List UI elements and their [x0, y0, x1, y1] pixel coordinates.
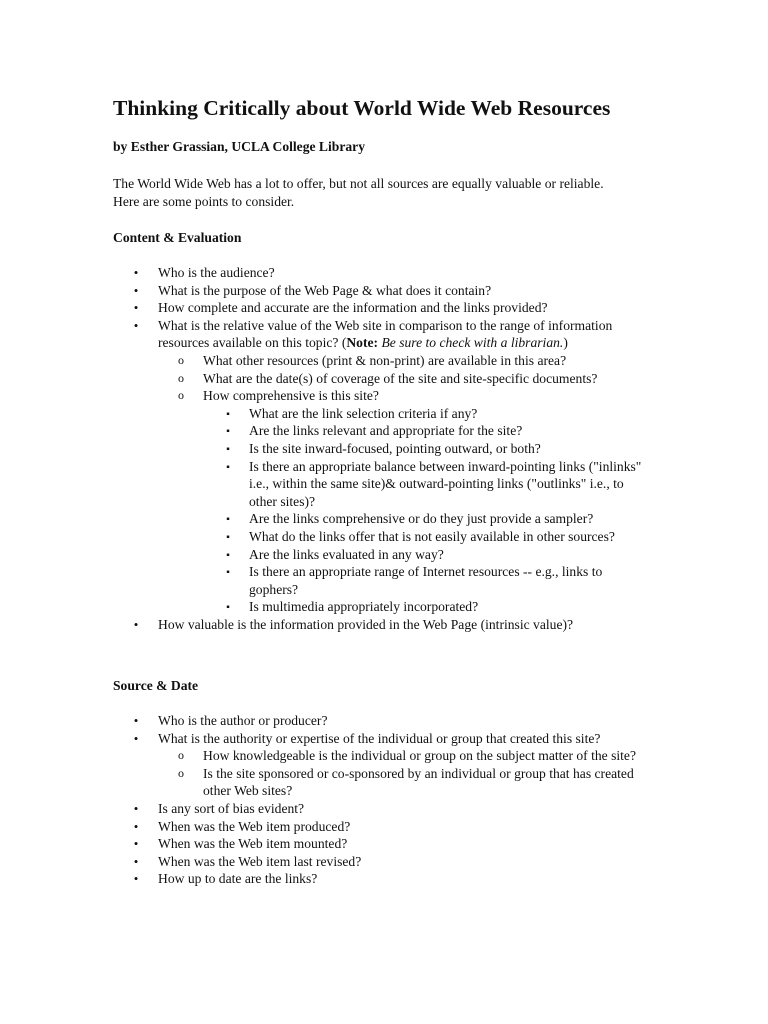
list-item: [0, 616, 768, 634]
list-item: [0, 730, 768, 748]
bullet-marker: •: [133, 836, 139, 852]
list-item: [0, 405, 654, 423]
list-item: [0, 853, 768, 871]
document-title: Thinking Critically about World Wide Web Resources: [113, 96, 611, 120]
bullet-marker: •: [133, 713, 139, 728]
list-item: [0, 510, 654, 528]
list-item: [0, 264, 768, 282]
list-item: [0, 835, 768, 853]
list-item: [0, 563, 654, 598]
bullet-marker: •: [133, 300, 139, 316]
list-item-text: Who is the audience?: [158, 265, 275, 280]
list-item-text: Are the links evaluated in any way?: [249, 546, 444, 562]
square-marker: ▪: [226, 549, 230, 561]
list-item: [0, 282, 768, 300]
list-item: [0, 387, 653, 405]
list-item: [0, 765, 653, 800]
list-item-text: Is the site sponsored or co-sponsored by an individual or group that has created other Web sites?: [203, 765, 634, 799]
byline: by Esther Grassian, UCLA College Library: [113, 139, 365, 154]
bullet-marker: •: [133, 853, 139, 869]
list-item-text: When was the Web item mounted?: [158, 836, 348, 852]
list-item-text: Is multimedia appropriately incorporated?: [249, 599, 479, 615]
list-item: [0, 458, 654, 511]
bullet-marker: •: [133, 818, 139, 834]
list-item: [0, 528, 768, 546]
list-item-text: How complete and accurate are the information and the links provided?: [158, 300, 548, 316]
list-item: [0, 317, 628, 352]
square-marker: ▪: [226, 426, 230, 438]
list-item-text: What are the date(s) of coverage of the site and site-specific documents?: [203, 370, 598, 386]
list-item: [0, 299, 768, 317]
bullet-marker: •: [133, 317, 139, 333]
list-item: [0, 598, 654, 616]
list-item-text: What are the link selection criteria if any?: [249, 405, 478, 421]
circle-marker: o: [178, 748, 184, 763]
bullet-marker: •: [133, 282, 139, 298]
content-evaluation-list: [0, 264, 768, 633]
bullet-marker: •: [133, 265, 139, 280]
list-item-text: What is the purpose of the Web Page & what does it contain?: [158, 282, 492, 298]
circle-marker: o: [178, 388, 184, 403]
list-item: [0, 352, 653, 370]
list-item-text: Are the links relevant and appropriate for the site?: [249, 423, 523, 439]
section-heading-content-evaluation: Content & Evaluation: [113, 230, 242, 245]
list-item-text: Is there an appropriate range of Internet resources -- e.g., links to gophers?: [249, 564, 603, 597]
square-marker: ▪: [226, 443, 230, 455]
square-marker: ▪: [226, 602, 230, 614]
note-text: Be sure to check with a librarian.: [378, 335, 564, 351]
list-item: [0, 370, 653, 388]
list-item-text: Is there an appropriate balance between inward-pointing links ("inlinks" i.e., within the same site)& outward-pointing links ("outlinks" i.e., to other sites)?: [249, 458, 642, 509]
square-marker: ▪: [226, 514, 230, 526]
list-item: [0, 800, 768, 818]
circle-marker: o: [178, 765, 184, 780]
square-marker: ▪: [226, 531, 230, 543]
list-item-text: What is the relative value of the Web site in comparison to the range of information resources available on this topic? (: [158, 317, 613, 351]
list-item-text: How knowledgeable is the individual or group on the subject matter of the site?: [203, 748, 637, 764]
section-heading-source-date: Source & Date: [113, 678, 199, 693]
bullet-marker: •: [133, 730, 139, 746]
list-item: [0, 747, 653, 765]
square-marker: ▪: [226, 567, 230, 579]
note-label: Note:: [346, 335, 379, 351]
source-date-list: [0, 712, 768, 888]
note-close: ): [563, 335, 568, 351]
bullet-marker: •: [133, 800, 139, 816]
square-marker: ▪: [226, 461, 230, 473]
list-item-text: How valuable is the information provided in the Web Page (intrinsic value)?: [158, 616, 574, 632]
list-item: [0, 422, 654, 440]
list-item-text: How comprehensive is this site?: [203, 388, 379, 404]
list-item-text: What do the links offer that is not easily available in other sources?: [249, 528, 615, 544]
list-item: [0, 546, 654, 564]
list-item-text: How up to date are the links?: [158, 871, 318, 887]
list-item-text: Is the site inward-focused, pointing outward, or both?: [249, 440, 541, 456]
list-item: [0, 440, 654, 458]
list-item: [0, 712, 768, 730]
intro-paragraph: The World Wide Web has a lot to offer, but not all sources are equally valuable or reliable. Here are some points to consider.: [113, 176, 604, 209]
square-marker: ▪: [226, 408, 230, 420]
list-item-text: Are the links comprehensive or do they just provide a sampler?: [249, 511, 594, 527]
list-item-text: When was the Web item produced?: [158, 818, 351, 834]
list-item-text: When was the Web item last revised?: [158, 853, 362, 869]
bullet-marker: •: [133, 616, 139, 632]
circle-marker: o: [178, 352, 184, 367]
list-item-text: What is the authority or expertise of the individual or group that created this site?: [158, 730, 601, 746]
list-item-text: Is any sort of bias evident?: [158, 800, 305, 816]
list-item-text: Who is the author or producer?: [158, 713, 328, 728]
list-item: [0, 818, 768, 836]
circle-marker: o: [178, 370, 184, 385]
list-item-text: What other resources (print & non-print) are available in this area?: [203, 352, 567, 368]
bullet-marker: •: [133, 871, 139, 887]
list-item: [0, 870, 768, 888]
